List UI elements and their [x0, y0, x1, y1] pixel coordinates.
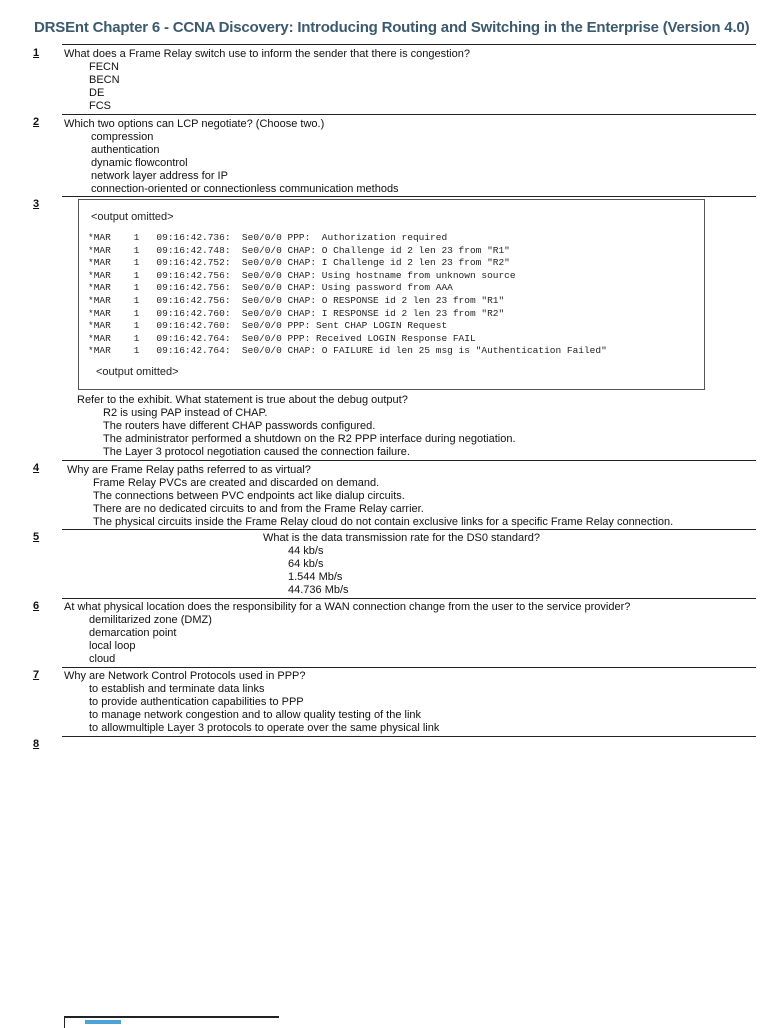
exhibit-image-fragment	[64, 1016, 279, 1028]
question-number: 6	[33, 600, 40, 612]
debug-log-line: *MAR 1 09:16:42.764: Se0/0/0 PPP: Received LOGIN Response FAIL	[88, 332, 476, 344]
divider	[62, 44, 756, 45]
question-number: 3	[33, 198, 40, 210]
divider	[62, 736, 756, 737]
question-number: 7	[33, 669, 40, 681]
answer-option[interactable]: compression	[91, 131, 154, 143]
answer-option[interactable]: demilitarized zone (DMZ)	[89, 614, 212, 626]
debug-log-line: *MAR 1 09:16:42.752: Se0/0/0 CHAP: I Challenge id 2 len 23 from "R2"	[88, 257, 510, 269]
divider	[62, 529, 756, 530]
question-text: Why are Frame Relay paths referred to as virtual?	[67, 464, 311, 476]
answer-option[interactable]: FECN	[89, 61, 119, 73]
answer-option[interactable]: Frame Relay PVCs are created and discarded on demand.	[93, 477, 380, 489]
answer-option[interactable]: to manage network congestion and to allow quality testing of the link	[89, 709, 422, 721]
question-number: 2	[33, 116, 40, 128]
debug-log-line: *MAR 1 09:16:42.756: Se0/0/0 CHAP: Using hostname from unknown source	[88, 269, 516, 281]
question-number: 4	[33, 462, 40, 474]
question-text: Refer to the exhibit. What statement is true about the debug output?	[77, 394, 408, 406]
answer-option[interactable]: connection-oriented or connectionless communication methods	[91, 183, 399, 195]
question-text: What does a Frame Relay switch use to inform the sender that there is congestion?	[64, 48, 470, 60]
answer-option[interactable]: The Layer 3 protocol negotiation caused the connection failure.	[103, 446, 410, 458]
answer-option[interactable]: to allowmultiple Layer 3 protocols to operate over the same physical link	[89, 722, 440, 734]
output-omitted-label: <output omitted>	[96, 366, 179, 378]
answer-option[interactable]: local loop	[89, 640, 136, 652]
divider	[62, 196, 756, 197]
debug-log-line: *MAR 1 09:16:42.748: Se0/0/0 CHAP: O Challenge id 2 len 23 from "R1"	[88, 244, 510, 256]
answer-option[interactable]: 1.544 Mb/s	[288, 571, 343, 583]
answer-option[interactable]: to provide authentication capabilities to PPP	[89, 696, 304, 708]
debug-log-line: *MAR 1 09:16:42.760: Se0/0/0 PPP: Sent CHAP LOGIN Request	[88, 320, 448, 332]
answer-option[interactable]: cloud	[89, 653, 116, 665]
question-text: Why are Network Control Protocols used in PPP?	[64, 670, 306, 682]
debug-log-line: *MAR 1 09:16:42.756: Se0/0/0 CHAP: O RESPONSE id 2 len 23 from "R1"	[88, 295, 505, 306]
debug-log-line: *MAR 1 09:16:42.756: Se0/0/0 CHAP: Using password from AAA	[88, 282, 453, 294]
debug-log-line: *MAR 1 09:16:42.760: Se0/0/0 CHAP: I RESPONSE id 2 len 23 from "R2"	[88, 307, 505, 319]
divider	[62, 667, 756, 668]
answer-option[interactable]: 44.736 Mb/s	[288, 584, 349, 596]
answer-option[interactable]: DE	[89, 87, 105, 99]
answer-option[interactable]: The physical circuits inside the Frame Relay cloud do not contain exclusive links for a specific Frame Relay connection.	[93, 516, 674, 528]
answer-option[interactable]: R2 is using PAP instead of CHAP.	[103, 407, 268, 419]
answer-option[interactable]: The routers have different CHAP passwords configured.	[103, 420, 376, 432]
divider	[62, 598, 756, 599]
question-text: At what physical location does the responsibility for a WAN connection change from the user to the service provider?	[64, 601, 631, 613]
debug-log-line: *MAR 1 09:16:42.736: Se0/0/0 PPP: Authorization required	[88, 232, 448, 243]
answer-option[interactable]: demarcation point	[89, 627, 177, 639]
debug-log-line: *MAR 1 09:16:42.764: Se0/0/0 CHAP: O FAILURE id len 25 msg is "Authentication Failed"	[88, 345, 607, 357]
answer-option[interactable]: There are no dedicated circuits to and from the Frame Relay carrier.	[93, 503, 424, 515]
answer-option[interactable]: 64 kb/s	[288, 558, 324, 570]
divider	[62, 114, 756, 115]
question-number: 8	[33, 738, 40, 750]
divider	[62, 460, 756, 461]
answer-option[interactable]: The administrator performed a shutdown on the R2 PPP interface during negotiation.	[103, 433, 516, 445]
answer-option[interactable]: FCS	[89, 100, 111, 112]
question-text: Which two options can LCP negotiate? (Choose two.)	[64, 118, 325, 130]
answer-option[interactable]: BECN	[89, 74, 120, 86]
question-number: 5	[33, 531, 40, 543]
answer-option[interactable]: network layer address for IP	[91, 170, 228, 182]
logo-fragment	[85, 1020, 121, 1024]
question-number: 1	[33, 47, 40, 59]
answer-option[interactable]: to establish and terminate data links	[89, 683, 265, 695]
question-text: What is the data transmission rate for the DS0 standard?	[263, 532, 540, 544]
output-omitted-label: <output omitted>	[91, 211, 174, 223]
page-title: DRSEnt Chapter 6 - CCNA Discovery: Introducing Routing and Switching in the Enterprise (Version 4.0)	[34, 19, 750, 36]
exhibit-debug-output	[78, 199, 705, 390]
answer-option[interactable]: 44 kb/s	[288, 545, 324, 557]
answer-option[interactable]: The connections between PVC endpoints act like dialup circuits.	[93, 490, 405, 502]
answer-option[interactable]: authentication	[91, 144, 160, 156]
answer-option[interactable]: dynamic flowcontrol	[91, 157, 188, 169]
